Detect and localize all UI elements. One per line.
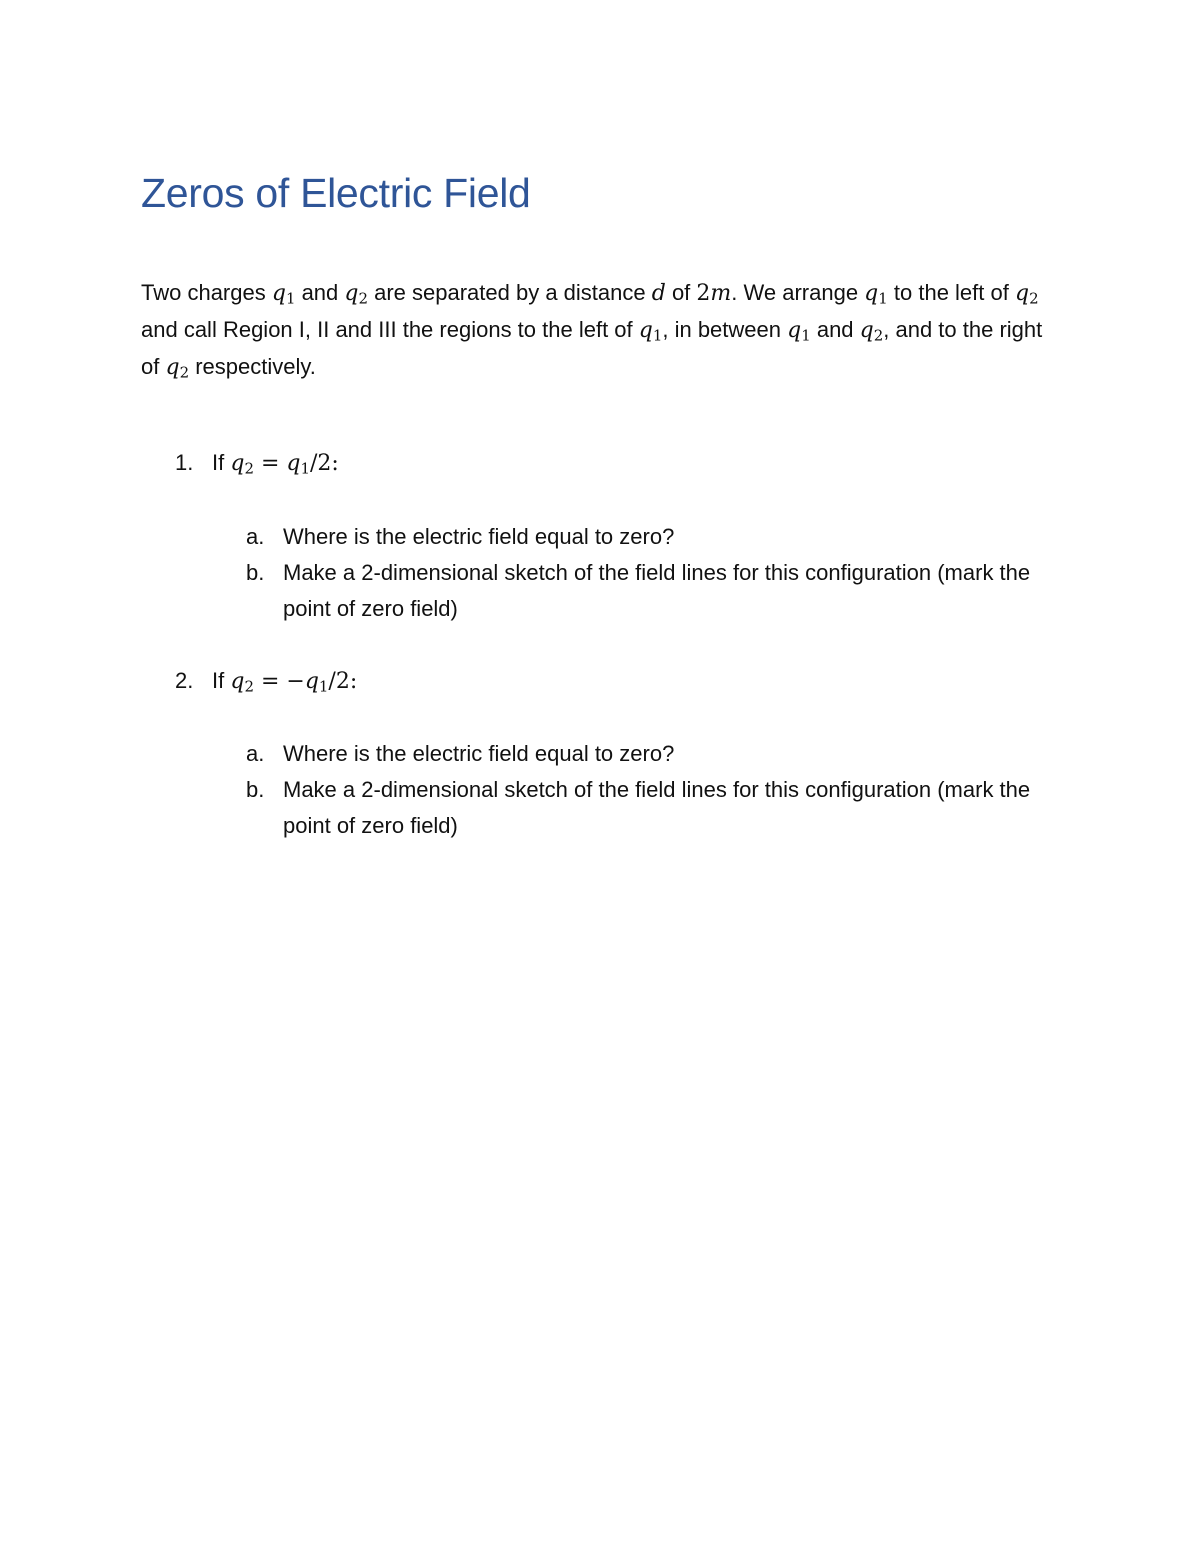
math-q1: $q_1$	[638, 318, 663, 345]
part-letter: b.	[246, 560, 265, 585]
part-text: Where is the electric field equal to zero?	[283, 741, 675, 766]
page-title: Zeros of Electric Field	[141, 170, 531, 216]
math-q2: $q_2$	[1014, 281, 1039, 308]
math-q2: $q_2$	[859, 318, 884, 345]
question-condition: If $q_2 = -q_1/2$:	[212, 668, 358, 696]
part-text: Make a 2-dimensional sketch of the field lines for this configuration (mark the point of zero field)	[283, 777, 1031, 838]
math-q2: $q_2$	[344, 281, 368, 308]
question-number: 1.	[175, 450, 194, 475]
math-d: d	[651, 281, 666, 306]
question-number: 2.	[175, 668, 194, 693]
part-letter: a.	[246, 741, 265, 766]
part-text: Make a 2-dimensional sketch of the field lines for this configuration (mark the point of zero field)	[283, 560, 1031, 621]
question-condition: If $q_2 = q_1/2$:	[212, 450, 339, 478]
math-q1: $q_1$	[787, 318, 811, 345]
part-letter: b.	[246, 777, 265, 802]
math-q1: $q_1$	[864, 281, 888, 308]
math-distance-value: 2	[696, 281, 711, 306]
math-q1: $q_1$	[271, 281, 296, 308]
intro-paragraph: Two charges $q_1$ and $q_2$ are separated by a distance d of 2m. We arrange $q_1$ to the left of $q_2$ and call Region I, II and III the regions to the left of $q_1$, in between $q_1$ and $q_2$, and to the right of $q_2$ respectively.	[141, 280, 1043, 382]
math-q2: $q_2$	[165, 355, 190, 382]
part-text: Where is the electric field equal to zero?	[283, 524, 675, 549]
math-distance-unit: m	[710, 281, 732, 306]
part-letter: a.	[246, 524, 265, 549]
